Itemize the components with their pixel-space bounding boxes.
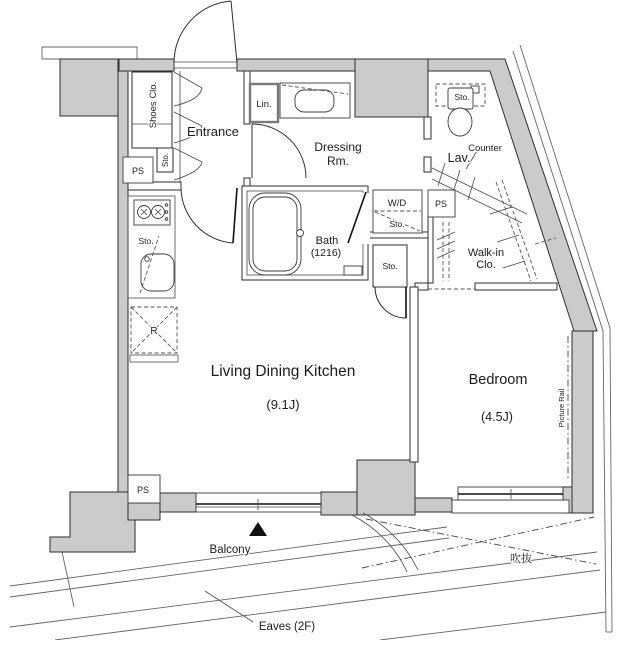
label-sto-laundry: Sto.	[389, 219, 405, 229]
vanity	[280, 83, 350, 118]
label-counter: Counter	[468, 143, 502, 154]
label-balcony: Balcony	[209, 544, 251, 556]
label-refrigerator: R	[150, 326, 158, 337]
label-entrance: Entrance	[186, 124, 240, 139]
label-picture-rail: Picture Rail	[557, 388, 566, 428]
label-bedroom: Bedroom	[468, 372, 528, 388]
label-sto-hall: Sto.	[382, 261, 398, 271]
label-ldk-size: (9.1J)	[266, 397, 300, 412]
label-bath-1: Bath	[315, 235, 339, 247]
label-linen: Lin.	[256, 99, 272, 110]
label-ldk: Living Dining Kitchen	[210, 363, 356, 380]
label-bath-2: (1216)	[310, 247, 342, 259]
bathroom	[242, 186, 370, 280]
label-void: 吹抜	[510, 553, 532, 565]
label-sto-lavatory: Sto.	[454, 92, 470, 102]
label-ps-mid: PS	[434, 199, 448, 209]
label-lavatory: Lav.	[447, 151, 471, 165]
ldk-window	[196, 493, 321, 512]
label-bedroom-size: (4.5J)	[481, 410, 513, 424]
label-walkin-2: Clo.	[476, 259, 496, 271]
label-sto-kitchen: Sto.	[138, 236, 154, 246]
bedroom-window	[452, 487, 569, 513]
label-washer-dryer: W/D	[387, 198, 407, 209]
label-sto-entrance: Sto.	[161, 152, 170, 168]
label-eaves: Eaves (2F)	[258, 621, 316, 633]
label-dressing-2: Rm.	[327, 154, 349, 168]
label-walkin-1: Walk-in	[467, 247, 505, 259]
label-ps-bottom: PS	[136, 485, 150, 495]
label-shoes-closet: Shoes Clo.	[148, 81, 159, 129]
label-ps-top: PS	[131, 166, 145, 176]
label-dressing-1: Dressing	[314, 140, 362, 154]
